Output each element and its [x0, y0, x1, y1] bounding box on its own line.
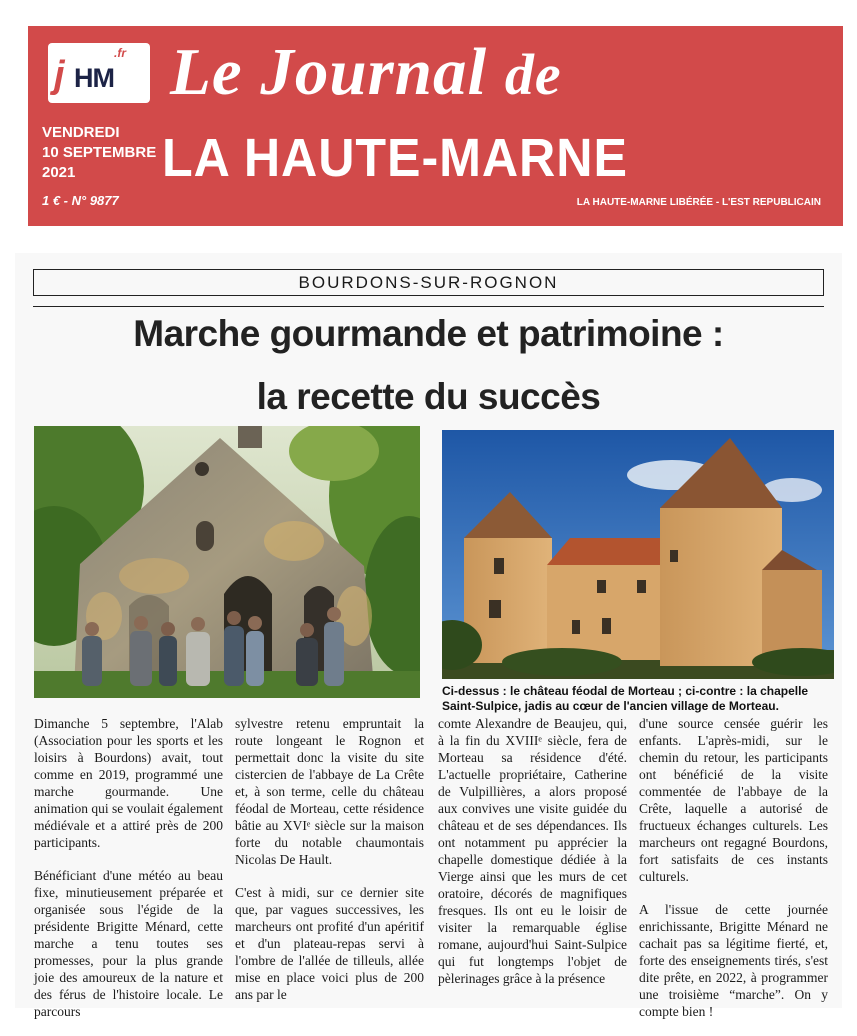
- photo-caption: Ci-dessus : le château féodal de Morteau ; ci-contre : la chapelle Saint-Sulpice, jadis au cœur de l'ancien village de Morteau.: [442, 684, 809, 713]
- logo-letter-j: j: [54, 54, 65, 96]
- section-label: BOURDONS-SUR-ROGNON: [298, 273, 559, 292]
- chapel-photo: [34, 426, 420, 698]
- headline-line-1: Marche gourmande et patrimoine :: [133, 313, 724, 354]
- paragraph: C'est à midi, sur ce dernier site que, par vagues successives, les marcheurs ont profité d'un apéritif et d'un plateau-repas servi à l'ombre de l'allée de tilleuls, allée mise en place voici plus de 200 ans par le: [235, 885, 424, 1002]
- article: [15, 253, 842, 1019]
- issue-date: [42, 123, 157, 183]
- paragraph: sylvestre retenu empruntait la route longeant le Rognon et permettait donc la visite du site cistercien de l'abbaye de La Crête et, à son terme, celle du château féodal de Morteau, cette résidence bâtie au XVIᵉ siècle sur la maison forte du notable chaumontais Nicolas De Hault.: [235, 716, 424, 867]
- masthead: [28, 26, 843, 226]
- paragraph: Bénéficiant d'une météo au beau fixe, minutieusement préparée et organisée sous l'égide de la présidente Brigitte Ménard, cette marche a tenu toutes ses promesses, pour la plus grande joie des amoureux de la nature et des férus de l'histoire locale. Le parcours: [34, 868, 223, 1019]
- logo-letters-hm: HM: [74, 63, 114, 93]
- title-de: de: [504, 42, 562, 107]
- headline-line-2: la recette du succès: [256, 376, 601, 417]
- title-le-journal: Le Journal: [170, 35, 488, 109]
- issue-weekday: VENDREDI: [42, 124, 120, 141]
- paragraph: Dimanche 5 septembre, l'Alab (Association pour les sports et les loisirs à Bourdons) avait, tout comme en 2019, programmé une marche gourmande. Une animation qui se voulait également médiévale et a attiré près de 200 participants.: [34, 716, 223, 850]
- logo-domain-suffix: .fr: [114, 46, 126, 60]
- price-issue-number: 1 € - N° 9877: [42, 193, 119, 208]
- paragraph: d'une source censée guérir les enfants. L'après-midi, sur le chemin du retour, les participants ont bénéficié de la visite commentée de l'abbaye de la Crête, laquelle a autorisé de fructueux échanges culturels. Les marcheurs ont regagné Bourdons, fort satisfaits de ces instants culturels.: [639, 716, 828, 884]
- jhm-logo[interactable]: [48, 43, 150, 103]
- section-divider: [33, 306, 824, 307]
- article-column-4: [639, 715, 828, 1036]
- chateau-photo: [442, 430, 834, 679]
- masthead-tagline: LA HAUTE-MARNE LIBÉRÉE - L'EST REPUBLICAIN: [576, 197, 821, 208]
- paragraph: A l'issue de cette journée enrichissante, Brigitte Ménard ne cachait pas sa légitime fierté, et, forte des enseignements tirés, s'est dite prête, en 2022, à programmer une troisième “marche”. On y compte bien !: [639, 902, 828, 1019]
- article-column-1: [34, 715, 223, 1036]
- paragraph: comte Alexandre de Beaujeu, qui, à la fin du XVIIIᵉ siècle, fera de Morteau sa résidence d'été. L'actuelle propriétaire, Catherine de Vulpillières, a alors proposé aux convives une visite guidée du château et de ses dépendances. Ils ont notamment pu apprécier la chapelle domestique dédiée à la Vierge ainsi que les murs de cet oratoire, décorés de magnifiques fresques. Ils ont eu le loisir de visiter la remarquable église romane, aujourd'hui Saint-Sulpice qui fut longtemps l'objet de pèlerinages grâce à la présence: [438, 716, 627, 986]
- article-column-3: [438, 715, 627, 1003]
- newspaper-title-region: LA HAUTE-MARNE: [162, 128, 628, 188]
- section-header: [33, 269, 824, 296]
- newspaper-title-script: [170, 32, 562, 115]
- issue-year: 2021: [42, 164, 76, 181]
- article-column-2: [235, 715, 424, 1019]
- issue-day-month: 10 SEPTEMBRE: [42, 144, 157, 161]
